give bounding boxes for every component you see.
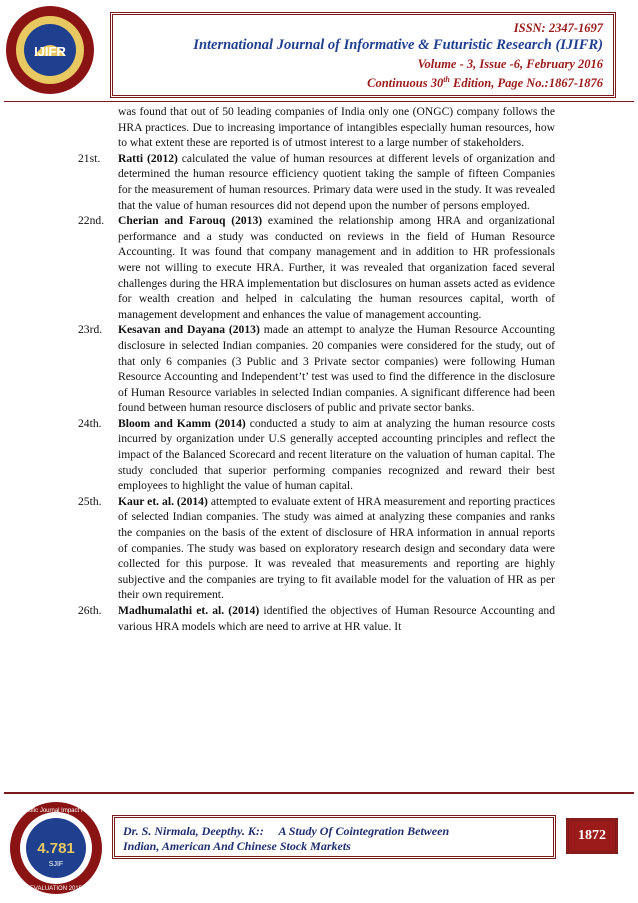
badge-bottom-text: EVALUATION 2015 [29,886,83,892]
article-body [78,104,555,634]
review-entry [78,151,555,213]
review-entry [78,213,555,322]
entry-text: Bloom and Kamm (2014) conducted a study to aim at analyzing the human resource costs incurred by organization under U.S generally accepted accounting principles and reflect the impact of the Balanced Scorecard and recent literature on the valuation of human capital. The study concluded that superior performing companies recognized and reward their best employees to highlight the value of human capital. [118,416,555,493]
entry-number: 22nd. [78,214,105,228]
entry-number: 24th. [78,416,102,430]
citation-line-1: Dr. S. Nirmala, Deepthy. K:: A Study Of Cointegration Between [123,824,450,838]
footer-citation [112,815,556,859]
journal-logo [4,4,96,96]
journal-header [110,12,616,98]
footer-divider [4,792,634,794]
badge-sub: SJIF [48,861,64,868]
review-entry [78,494,555,603]
entry-number: 21st. [78,151,101,165]
entry-author: Kaur et. al. (2014) [118,494,208,508]
header-divider [4,101,634,102]
review-entry [78,603,555,634]
impact-factor-badge [8,800,104,896]
review-entry [78,416,555,494]
citation-line-2: Indian, American And Chinese Stock Markets [123,839,351,853]
entry-author: Madhumalathi et. al. (2014) [118,604,260,617]
logo-text: IJIFR [34,44,66,59]
continued-paragraph: was found that out of 50 leading companies of India only one (ONGC) company follows the HRA practices. Due to increasing importance of intangibles especially human resources, how to what extent these are reported is of utmost interest to a large number of stakeholders. [118,105,555,150]
issn: ISSN: 2347-1697 [513,21,603,35]
entry-number: 25th. [78,494,102,508]
badge-value: 4.781 [37,840,75,857]
volume-issue: Volume - 3, Issue -6, February 2016 [417,57,603,71]
entry-author: Kesavan and Dayana (2013) [118,323,260,337]
review-entry [78,322,555,416]
journal-title: International Journal of Informative & Futuristic Research (IJIFR) [193,37,603,53]
page-number: 1872 [566,818,618,854]
entry-author: Bloom and Kamm (2014) [118,416,246,430]
entry-text: Kesavan and Dayana (2013) made an attempt to analyze the Human Resource Accounting disclosure in selected Indian companies. 20 companies were considered for the study, out of that only 6 companies (3 Public and 3 Private sector companies) were following Human Resource Accounting and Independent’t’ test was used to find the difference in the disclosure of Human Resource variables in selected Indian companies. A significant difference had been found between human resource disclosers of public and private sector banks. [118,323,555,415]
entry-text: Ratti (2012) calculated the value of human resources at different levels of organization and determined the human resource efficiency quotient taking the sample of fifteen Companies for the measurement of human resources. Primary data were used in the study. It was revealed that the value of human resources did not depend upon the number of persons employed. [118,151,555,212]
badge-top-text: Scientific Journal Impact Factor [14,808,98,814]
edition-pages: Continuous 30th Edition, Page No.:1867-1876 [367,75,603,91]
entry-text: Cherian and Farouq (2013) examined the relationship among HRA and organizational performance and a study was conducted on reviews in the field of Human Resource Accounting. It was found that company management and in addition to HR professionals were not willing to execute HRA. Further, it was revealed that organization faced several challenges during the HRA implementation but disclosures on human assets acted as evidence for wealth creation and helped in calculating the human resources capital, worth of management development and enhances the value of management accounting. [118,214,555,321]
entry-author: Cherian and Farouq (2013) [118,214,263,228]
entry-author: Ratti (2012) [118,151,178,165]
entry-number: 26th. [78,604,102,617]
entry-number: 23rd. [78,323,103,337]
entry-text: Madhumalathi et. al. (2014) identified the objectives of Human Resource Accounting and various HRA models which are need to arrive at HR value. It [118,604,555,633]
entry-text: Kaur et. al. (2014) attempted to evaluate extent of HRA measurement and reporting practices of selected Indian companies. The study was aimed at analyzing these companies and ranks the companies on the basis of the extent of disclosure of HRA information in annual reports of companies. The study was based on exploratory research design and secondary data were collected for this purpose. It was revealed that measurements and reporting are highly subjective and the companies are trying to fit available model for the valuation of HR as per their own requirement. [118,494,555,602]
